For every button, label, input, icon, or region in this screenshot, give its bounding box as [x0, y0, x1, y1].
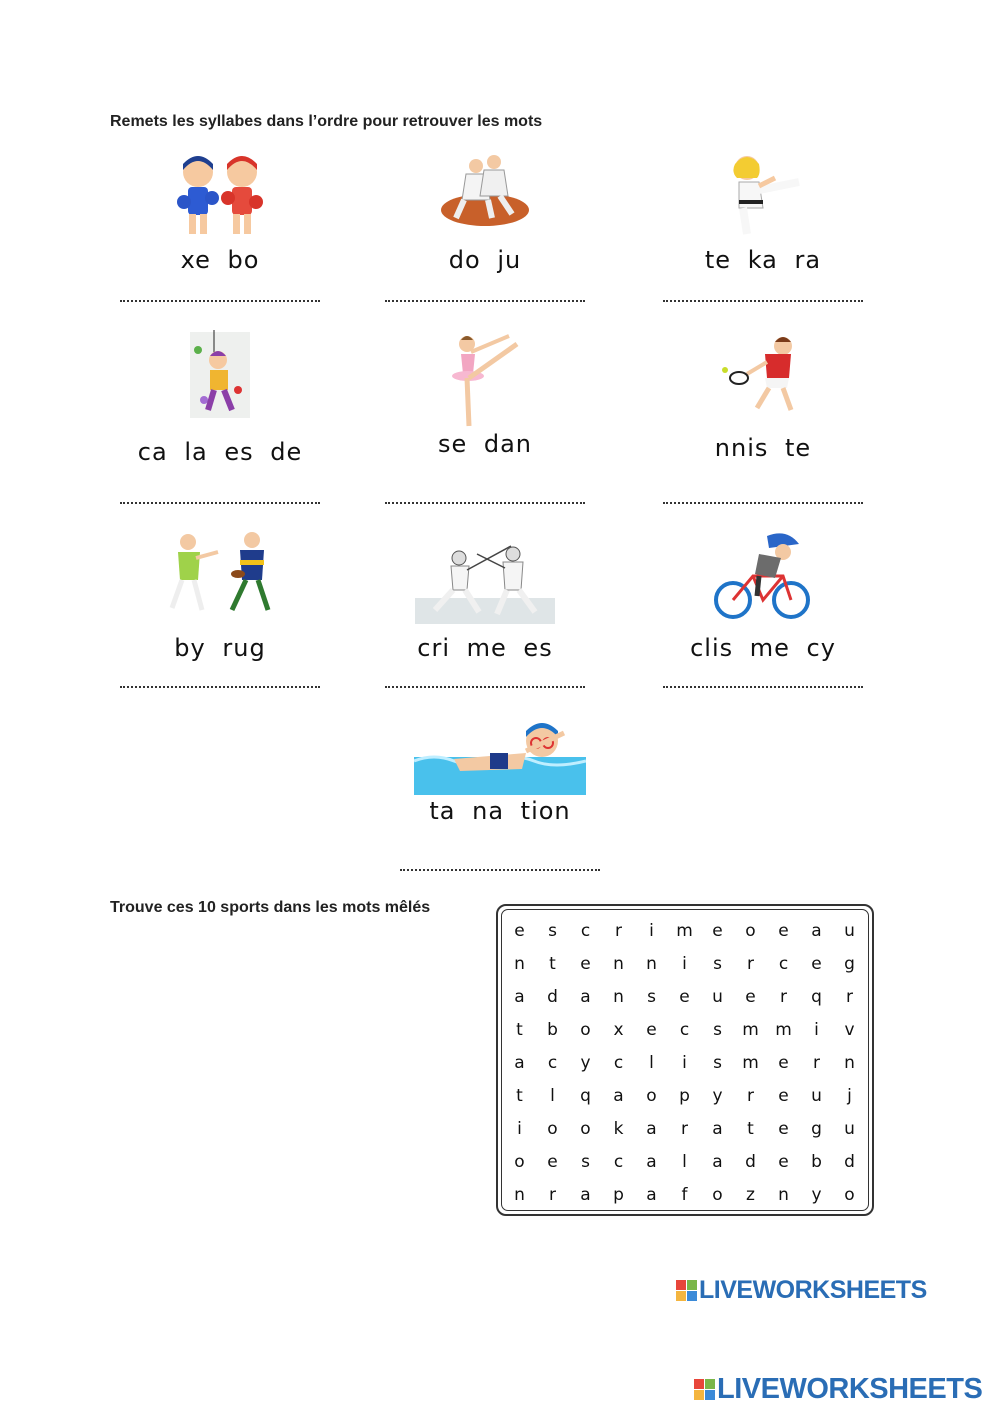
word-search-letter[interactable]: e	[679, 986, 690, 1007]
climbing-icon	[188, 330, 252, 420]
word-search-letter[interactable]: o	[547, 1118, 558, 1139]
syllables-instruction: Remets les syllabes dans l’ordre pour retrouver les mots	[110, 113, 543, 130]
word-search-letter[interactable]: a	[580, 1184, 591, 1205]
word-search-letter[interactable]: s	[713, 953, 722, 974]
word-search-letter[interactable]: o	[580, 1118, 591, 1139]
word-search-letter[interactable]: n	[514, 1184, 525, 1205]
word-search-letter[interactable]: l	[682, 1151, 687, 1172]
word-search-letter[interactable]: s	[581, 1151, 590, 1172]
word-search-letter[interactable]: a	[811, 920, 822, 941]
word-search-letter[interactable]: o	[844, 1184, 855, 1205]
word-search-letter[interactable]: d	[745, 1151, 756, 1172]
word-search-letter[interactable]: n	[778, 1184, 789, 1205]
answer-line[interactable]	[663, 502, 863, 504]
word-search-letter[interactable]: g	[811, 1118, 822, 1139]
word-search-letter[interactable]: b	[811, 1151, 822, 1172]
word-search-letter[interactable]: i	[517, 1118, 522, 1139]
word-search-grid[interactable]	[503, 914, 866, 1211]
word-search-letter[interactable]: a	[514, 1052, 525, 1073]
word-search-letter[interactable]: m	[676, 920, 693, 941]
answer-line[interactable]	[120, 686, 320, 688]
word-search-letter[interactable]: e	[778, 920, 789, 941]
word-search-letter[interactable]: y	[580, 1052, 591, 1073]
word-search-letter[interactable]: i	[814, 1019, 819, 1040]
watermark-text: LIVEWORKSHEETS	[699, 1276, 927, 1304]
word-search-letter[interactable]: u	[844, 1118, 855, 1139]
liveworksheets-logo	[676, 1276, 927, 1305]
word-search-letter[interactable]: e	[547, 1151, 558, 1172]
word-search-letter[interactable]: s	[647, 986, 656, 1007]
word-search-letter[interactable]: o	[514, 1151, 525, 1172]
word-search-letter[interactable]: s	[548, 920, 557, 941]
word-search-letter[interactable]: m	[775, 1019, 792, 1040]
word-search-letter[interactable]: c	[778, 953, 789, 974]
dance-icon	[447, 330, 523, 430]
word-search-letter[interactable]: l	[649, 1052, 654, 1073]
word-search-letter[interactable]: e	[580, 953, 591, 974]
word-search-letter[interactable]: o	[580, 1019, 591, 1040]
word-search-letter[interactable]: a	[712, 1151, 723, 1172]
word-search-letter[interactable]: t	[747, 1118, 754, 1139]
syllables-label: ca la es de	[137, 438, 303, 466]
fencing-icon	[415, 538, 555, 624]
word-search-letter[interactable]: e	[745, 986, 756, 1007]
word-search-letter[interactable]: r	[780, 986, 787, 1007]
boxing-icon	[170, 150, 270, 240]
word-search-letter[interactable]: r	[549, 1184, 556, 1205]
word-search-letter[interactable]: o	[646, 1085, 657, 1106]
word-search-letter[interactable]: m	[742, 1052, 759, 1073]
syllables-label: nnis te	[714, 434, 812, 462]
syllables-label: se dan	[437, 430, 533, 458]
answer-line[interactable]	[663, 300, 863, 302]
word-search-letter[interactable]: c	[613, 1052, 624, 1073]
word-search-letter[interactable]: t	[516, 1019, 523, 1040]
word-search-letter[interactable]: d	[547, 986, 558, 1007]
word-search-letter[interactable]: c	[547, 1052, 558, 1073]
word-search-letter[interactable]: m	[742, 1019, 759, 1040]
word-search-letter[interactable]: i	[682, 953, 687, 974]
word-search-letter[interactable]: q	[580, 1085, 591, 1106]
word-search-letter[interactable]: s	[713, 1019, 722, 1040]
answer-line[interactable]	[400, 869, 600, 871]
word-search-letter[interactable]: z	[746, 1184, 755, 1205]
word-search-instruction: Trouve ces 10 sports dans les mots mêlés	[110, 899, 431, 916]
word-search-letter[interactable]: n	[844, 1052, 855, 1073]
word-search-letter[interactable]: e	[778, 1085, 789, 1106]
word-search-letter[interactable]: u	[844, 920, 855, 941]
word-search-letter[interactable]: r	[615, 920, 622, 941]
word-search-letter[interactable]: k	[613, 1118, 624, 1139]
word-search-letter[interactable]: a	[712, 1118, 723, 1139]
word-search-letter[interactable]: e	[646, 1019, 657, 1040]
syllables-label: cri me es	[417, 634, 553, 662]
answer-line[interactable]	[385, 686, 585, 688]
syllables-label: by rug	[174, 634, 266, 662]
word-search-letter[interactable]: r	[846, 986, 853, 1007]
word-search-letter[interactable]: j	[847, 1085, 852, 1106]
word-search-letter[interactable]: v	[844, 1019, 855, 1040]
swimming-icon	[414, 715, 586, 795]
logo-blocks-icon	[676, 1280, 697, 1301]
word-search-letter[interactable]: d	[844, 1151, 855, 1172]
word-search-letter[interactable]: e	[811, 953, 822, 974]
word-search-letter[interactable]: t	[549, 953, 556, 974]
word-search-letter[interactable]: r	[747, 1085, 754, 1106]
word-search-letter[interactable]: e	[778, 1052, 789, 1073]
word-search-letter[interactable]: t	[516, 1085, 523, 1106]
word-search-letter[interactable]: y	[811, 1184, 822, 1205]
answer-line[interactable]	[663, 686, 863, 688]
word-search-letter[interactable]: q	[811, 986, 822, 1007]
word-search-letter[interactable]: y	[712, 1085, 723, 1106]
word-search-letter[interactable]: a	[646, 1118, 657, 1139]
answer-line[interactable]	[385, 300, 585, 302]
answer-line[interactable]	[120, 300, 320, 302]
tennis-icon	[721, 332, 805, 416]
word-search-letter[interactable]: x	[613, 1019, 624, 1040]
word-search-letter[interactable]: c	[613, 1151, 624, 1172]
cycling-icon	[713, 530, 811, 620]
word-search-letter[interactable]: a	[580, 986, 591, 1007]
syllables-label: clis me cy	[690, 634, 836, 662]
word-search-letter[interactable]: e	[778, 1151, 789, 1172]
word-search-letter[interactable]: o	[712, 1184, 723, 1205]
syllables-label: do ju	[448, 246, 522, 274]
word-search-letter[interactable]: o	[745, 920, 756, 941]
word-search-letter[interactable]: a	[514, 986, 525, 1007]
syllables-label: xe bo	[180, 246, 260, 274]
answer-line[interactable]	[385, 502, 585, 504]
word-search-letter[interactable]: n	[646, 953, 657, 974]
word-search-letter[interactable]: u	[811, 1085, 822, 1106]
word-search-letter[interactable]: f	[681, 1184, 688, 1205]
karate-icon	[725, 152, 805, 237]
word-search-letter[interactable]: i	[682, 1052, 687, 1073]
word-search-letter[interactable]: b	[547, 1019, 558, 1040]
liveworksheets-logo-footer	[694, 1373, 982, 1406]
syllables-label: te ka ra	[704, 246, 822, 274]
word-search-letter[interactable]: n	[613, 986, 624, 1007]
watermark-text: LIVEWORKSHEETS	[717, 1373, 983, 1405]
word-search-letter[interactable]: c	[679, 1019, 690, 1040]
word-search-letter[interactable]: p	[679, 1085, 690, 1106]
word-search-letter[interactable]: s	[713, 1052, 722, 1073]
word-search-letter[interactable]: n	[613, 953, 624, 974]
word-search-letter[interactable]: a	[646, 1184, 657, 1205]
word-search-letter[interactable]: i	[649, 920, 654, 941]
word-search-letter[interactable]: a	[646, 1151, 657, 1172]
word-search-letter[interactable]: p	[613, 1184, 624, 1205]
syllables-label: ta na tion	[429, 797, 571, 825]
logo-blocks-icon	[694, 1379, 715, 1400]
word-search-letter[interactable]: r	[813, 1052, 820, 1073]
word-search-letter[interactable]: l	[550, 1085, 555, 1106]
word-search-letter[interactable]: a	[613, 1085, 624, 1106]
word-search-letter[interactable]: r	[681, 1118, 688, 1139]
word-search-letter[interactable]: r	[747, 953, 754, 974]
word-search-letter[interactable]: n	[514, 953, 525, 974]
word-search-letter[interactable]: u	[712, 986, 723, 1007]
word-search-letter[interactable]: e	[712, 920, 723, 941]
word-search-letter[interactable]: e	[514, 920, 525, 941]
word-search-letter[interactable]: e	[778, 1118, 789, 1139]
judo-icon	[440, 152, 530, 232]
word-search-letter[interactable]: g	[844, 953, 855, 974]
word-search-letter[interactable]: c	[580, 920, 591, 941]
answer-line[interactable]	[120, 502, 320, 504]
rugby-icon	[166, 530, 276, 616]
